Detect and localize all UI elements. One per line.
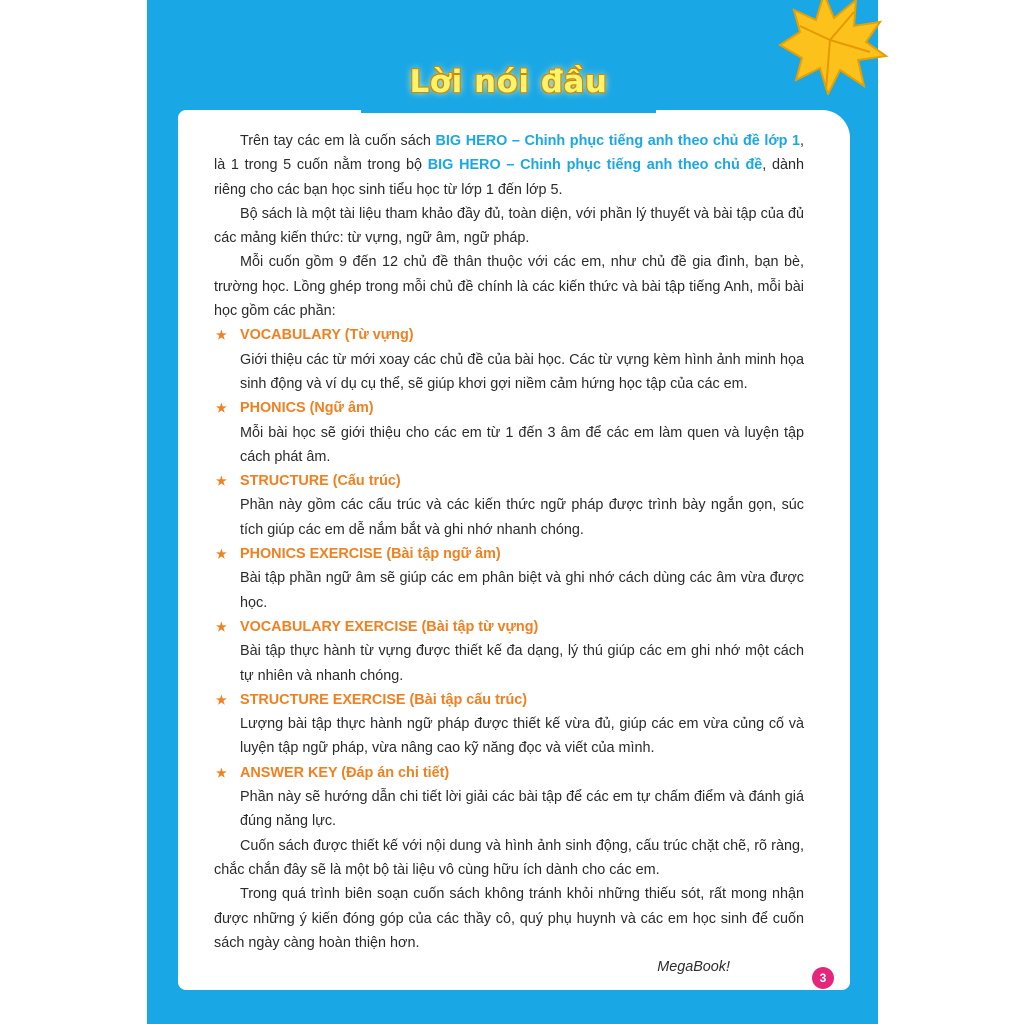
section-heading xyxy=(214,615,804,639)
section-heading xyxy=(214,323,804,347)
star-icon: ★ xyxy=(216,401,227,416)
section-vocabulary-exercise xyxy=(214,615,804,688)
section-heading-label: PHONICS (Ngữ âm) xyxy=(240,400,374,417)
section-heading-label: STRUCTURE EXERCISE (Bài tập cấu trúc) xyxy=(240,691,528,708)
section-heading xyxy=(214,396,804,420)
intro-paragraph-1 xyxy=(214,129,804,202)
closing-paragraph-1: Cuốn sách được thiết kế với nội dung và hình ảnh sinh động, cấu trúc chặt chẽ, rõ ràng, chắc chắn đây sẽ là một bộ tài liệu vô cùng hữu ích dành cho các em. xyxy=(214,837,804,878)
title-tab xyxy=(361,51,656,113)
closing-paragraph-2: Trong quá trình biên soạn cuốn sách không tránh khỏi những thiếu sót, rất mong nhận được những ý kiến đóng góp của các thầy cô, quý phụ huynh và các em học sinh để cuốn sách ngày càng hoàn thiện hơn. xyxy=(214,886,804,951)
section-heading-label: STRUCTURE (Cấu trúc) xyxy=(240,473,401,490)
maple-leaf-icon xyxy=(770,0,890,95)
section-description: Lượng bài tập thực hành ngữ pháp được thiết kế vừa đủ, giúp các em vừa củng cố và luyện tập ngữ pháp, vừa nâng cao kỹ năng đọc và viết của mình. xyxy=(240,716,804,757)
section-heading xyxy=(214,688,804,712)
section-heading-label: VOCABULARY (Từ vựng) xyxy=(240,327,414,344)
page-title: Lời nói đầu xyxy=(409,64,608,100)
section-structure-exercise xyxy=(214,688,804,761)
section-vocabulary xyxy=(214,323,804,396)
star-icon: ★ xyxy=(216,474,227,489)
section-heading-label: VOCABULARY EXERCISE (Bài tập từ vựng) xyxy=(240,618,539,635)
book-title-highlight: BIG HERO – Chinh phục tiếng anh theo chủ đề lớp 1 xyxy=(435,133,800,149)
section-phonics xyxy=(214,396,804,469)
intro-paragraph-2: Bộ sách là một tài liệu tham khảo đầy đủ, toàn diện, với phần lý thuyết và bài tập của đủ các mảng kiến thức: từ vựng, ngữ âm, ngữ pháp. xyxy=(214,205,804,247)
section-heading xyxy=(214,469,804,493)
section-heading-label: PHONICS EXERCISE (Bài tập ngữ âm) xyxy=(240,546,501,563)
section-description: Phần này gồm các cấu trúc và các kiến thức ngữ pháp được trình bày ngắn gọn, súc tích giúp các em dễ nắm bắt và ghi nhớ nhanh chóng. xyxy=(240,497,804,538)
section-description: Bài tập phần ngữ âm sẽ giúp các em phân biệt và ghi nhớ cách dùng các âm vừa được học. xyxy=(240,570,804,611)
section-heading-label: ANSWER KEY (Đáp án chi tiết) xyxy=(240,764,450,781)
section-description: Phần này sẽ hướng dẫn chi tiết lời giải các bài tập để các em tự chấm điểm và đánh giá đúng năng lực. xyxy=(240,789,804,830)
section-answer-key xyxy=(214,761,804,834)
section-phonics-exercise xyxy=(214,542,804,615)
star-icon: ★ xyxy=(216,765,227,780)
section-description: Mỗi bài học sẽ giới thiệu cho các em từ 1 đến 3 âm để các em làm quen và luyện tập cách phát âm. xyxy=(240,424,804,465)
signature: MegaBook! xyxy=(657,959,730,976)
series-title-highlight: BIG HERO – Chinh phục tiếng anh theo chủ đề xyxy=(427,157,763,174)
section-description: Bài tập thực hành từ vựng được thiết kế đa dạng, lý thú giúp các em ghi nhớ một cách tự nhiên và nhanh chóng. xyxy=(240,643,804,684)
star-icon: ★ xyxy=(216,547,227,562)
intro-text: Trên tay các em là cuốn sách xyxy=(240,133,436,149)
star-icon: ★ xyxy=(216,328,227,343)
page-number-badge: 3 xyxy=(812,967,834,989)
intro-text: , là 1 trong 5 cuốn nằm trong bộ xyxy=(214,133,804,174)
star-icon: ★ xyxy=(216,692,227,707)
preface-body xyxy=(214,129,804,979)
star-icon: ★ xyxy=(216,619,227,634)
section-structure xyxy=(214,469,804,542)
intro-paragraph-3: Mỗi cuốn gồm 9 đến 12 chủ đề thân thuộc với các em, như chủ đề gia đình, bạn bè, trường học. Lồng ghép trong mỗi chủ đề chính là các kiến thức và bài tập tiếng Anh, mỗi bài học gồm các phần: xyxy=(214,254,804,320)
section-description: Giới thiệu các từ mới xoay các chủ đề của bài học. Các từ vựng kèm hình ảnh minh họa sinh động và ví dụ cụ thể, sẽ giúp khơi gợi niềm cảm hứng học tập của các em. xyxy=(240,351,804,392)
intro-text: , dành riêng cho các bạn học sinh tiểu học từ lớp 1 đến lớp 5. xyxy=(214,157,804,198)
section-heading xyxy=(214,542,804,566)
section-heading xyxy=(214,761,804,785)
